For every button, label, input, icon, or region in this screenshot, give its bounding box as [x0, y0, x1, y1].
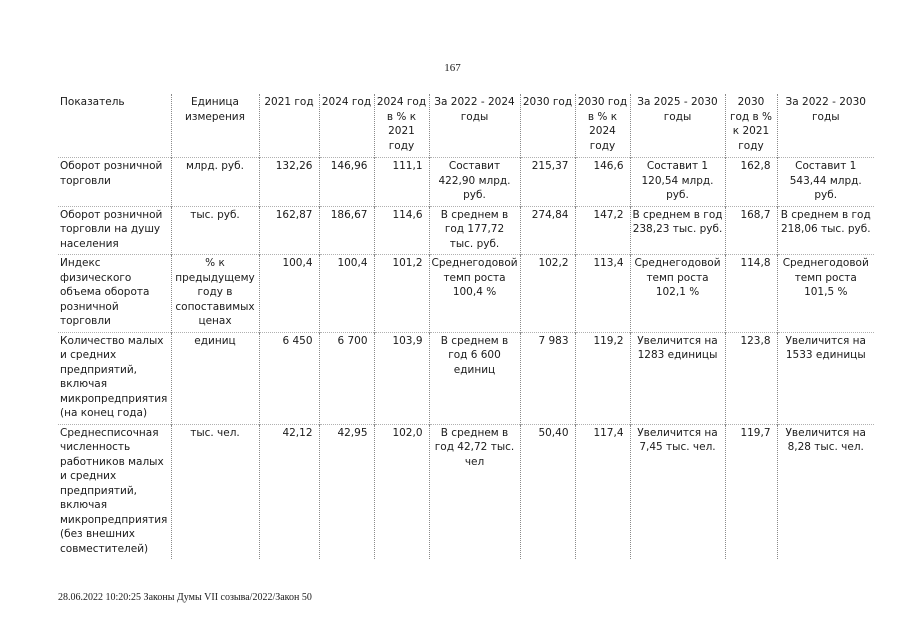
- page-number: 167: [444, 62, 461, 74]
- cell-2022-2024: В среднем в год 42,72 тыс. чел: [429, 424, 520, 559]
- cell-2024: 6 700: [319, 332, 374, 424]
- cell-unit: % к предыдущему году в сопоставимых ценах: [171, 255, 259, 333]
- cell-2024-vs-2021: 111,1: [374, 158, 429, 207]
- header-2024: 2024 год: [319, 94, 374, 158]
- cell-2025-2030: Увеличится на 7,45 тыс. чел.: [630, 424, 725, 559]
- cell-2030-vs-2024: 147,2: [575, 206, 630, 255]
- cell-2030-vs-2021: 119,7: [725, 424, 777, 559]
- cell-2030: 274,84: [520, 206, 575, 255]
- cell-2024: 146,96: [319, 158, 374, 207]
- cell-2021: 162,87: [259, 206, 319, 255]
- cell-unit: тыс. руб.: [171, 206, 259, 255]
- cell-2022-2024: Среднегодовой темп роста 100,4 %: [429, 255, 520, 333]
- cell-2025-2030: Среднегодовой темп роста 102,1 %: [630, 255, 725, 333]
- cell-2021: 42,12: [259, 424, 319, 559]
- header-2024-vs-2021: 2024 год в % к 2021 году: [374, 94, 429, 158]
- indicators-table: [58, 94, 874, 559]
- cell-2024: 42,95: [319, 424, 374, 559]
- table-row: [58, 158, 874, 207]
- cell-indicator: Среднесписочная численность работников малых и средних предприятий, включая микропредприятия (без внешних совместителей): [58, 424, 171, 559]
- header-2021: 2021 год: [259, 94, 319, 158]
- cell-2022-2030: В среднем в год 218,06 тыс. руб.: [777, 206, 874, 255]
- cell-indicator: Количество малых и средних предприятий, включая микропредприятия (на конец года): [58, 332, 171, 424]
- cell-2030: 7 983: [520, 332, 575, 424]
- header-2030: 2030 год: [520, 94, 575, 158]
- cell-2022-2024: В среднем в год 177,72 тыс. руб.: [429, 206, 520, 255]
- cell-2030-vs-2021: 162,8: [725, 158, 777, 207]
- header-2030-vs-2024: 2030 год в % к 2024 году: [575, 94, 630, 158]
- cell-2024-vs-2021: 102,0: [374, 424, 429, 559]
- cell-2030-vs-2024: 113,4: [575, 255, 630, 333]
- cell-2021: 100,4: [259, 255, 319, 333]
- cell-2022-2024: Составит 422,90 млрд. руб.: [429, 158, 520, 207]
- header-2025-2030: За 2025 - 2030 годы: [630, 94, 725, 158]
- cell-2025-2030: Составит 1 120,54 млрд. руб.: [630, 158, 725, 207]
- cell-indicator: Оборот розничной торговли: [58, 158, 171, 207]
- cell-2022-2030: Увеличится на 1533 единицы: [777, 332, 874, 424]
- table-row: [58, 332, 874, 424]
- document-footer: 28.06.2022 10:20:25 Законы Думы VII созыва/2022/Закон 50: [58, 592, 312, 603]
- cell-2024: 186,67: [319, 206, 374, 255]
- cell-2022-2024: В среднем в год 6 600 единиц: [429, 332, 520, 424]
- cell-2030: 102,2: [520, 255, 575, 333]
- table-row: [58, 255, 874, 333]
- header-unit: Единица измерения: [171, 94, 259, 158]
- cell-2030-vs-2021: 114,8: [725, 255, 777, 333]
- cell-unit: тыс. чел.: [171, 424, 259, 559]
- header-2022-2024: За 2022 - 2024 годы: [429, 94, 520, 158]
- cell-2024-vs-2021: 114,6: [374, 206, 429, 255]
- cell-2030-vs-2021: 123,8: [725, 332, 777, 424]
- cell-2022-2030: Увеличится на 8,28 тыс. чел.: [777, 424, 874, 559]
- header-indicator: Показатель: [60, 96, 125, 108]
- cell-2030-vs-2024: 117,4: [575, 424, 630, 559]
- cell-2030: 215,37: [520, 158, 575, 207]
- cell-2030-vs-2024: 119,2: [575, 332, 630, 424]
- header-2022-2030: За 2022 - 2030 годы: [777, 94, 874, 158]
- cell-unit: единиц: [171, 332, 259, 424]
- table-row: [58, 206, 874, 255]
- cell-2024-vs-2021: 101,2: [374, 255, 429, 333]
- cell-2030-vs-2024: 146,6: [575, 158, 630, 207]
- cell-2022-2030: Среднегодовой темп роста 101,5 %: [777, 255, 874, 333]
- cell-2024-vs-2021: 103,9: [374, 332, 429, 424]
- table-header-row: [58, 94, 874, 158]
- header-2030-vs-2021: 2030 год в % к 2021 году: [725, 94, 777, 158]
- cell-2030: 50,40: [520, 424, 575, 559]
- cell-unit: млрд. руб.: [171, 158, 259, 207]
- cell-indicator: Оборот розничной торговли на душу населения: [58, 206, 171, 255]
- cell-2022-2030: Составит 1 543,44 млрд. руб.: [777, 158, 874, 207]
- cell-2024: 100,4: [319, 255, 374, 333]
- cell-2021: 6 450: [259, 332, 319, 424]
- cell-2025-2030: В среднем в год 238,23 тыс. руб.: [630, 206, 725, 255]
- cell-indicator: Индекс физического объема оборота розничной торговли: [58, 255, 171, 333]
- cell-2025-2030: Увеличится на 1283 единицы: [630, 332, 725, 424]
- cell-2030-vs-2021: 168,7: [725, 206, 777, 255]
- cell-2021: 132,26: [259, 158, 319, 207]
- table-row: [58, 424, 874, 559]
